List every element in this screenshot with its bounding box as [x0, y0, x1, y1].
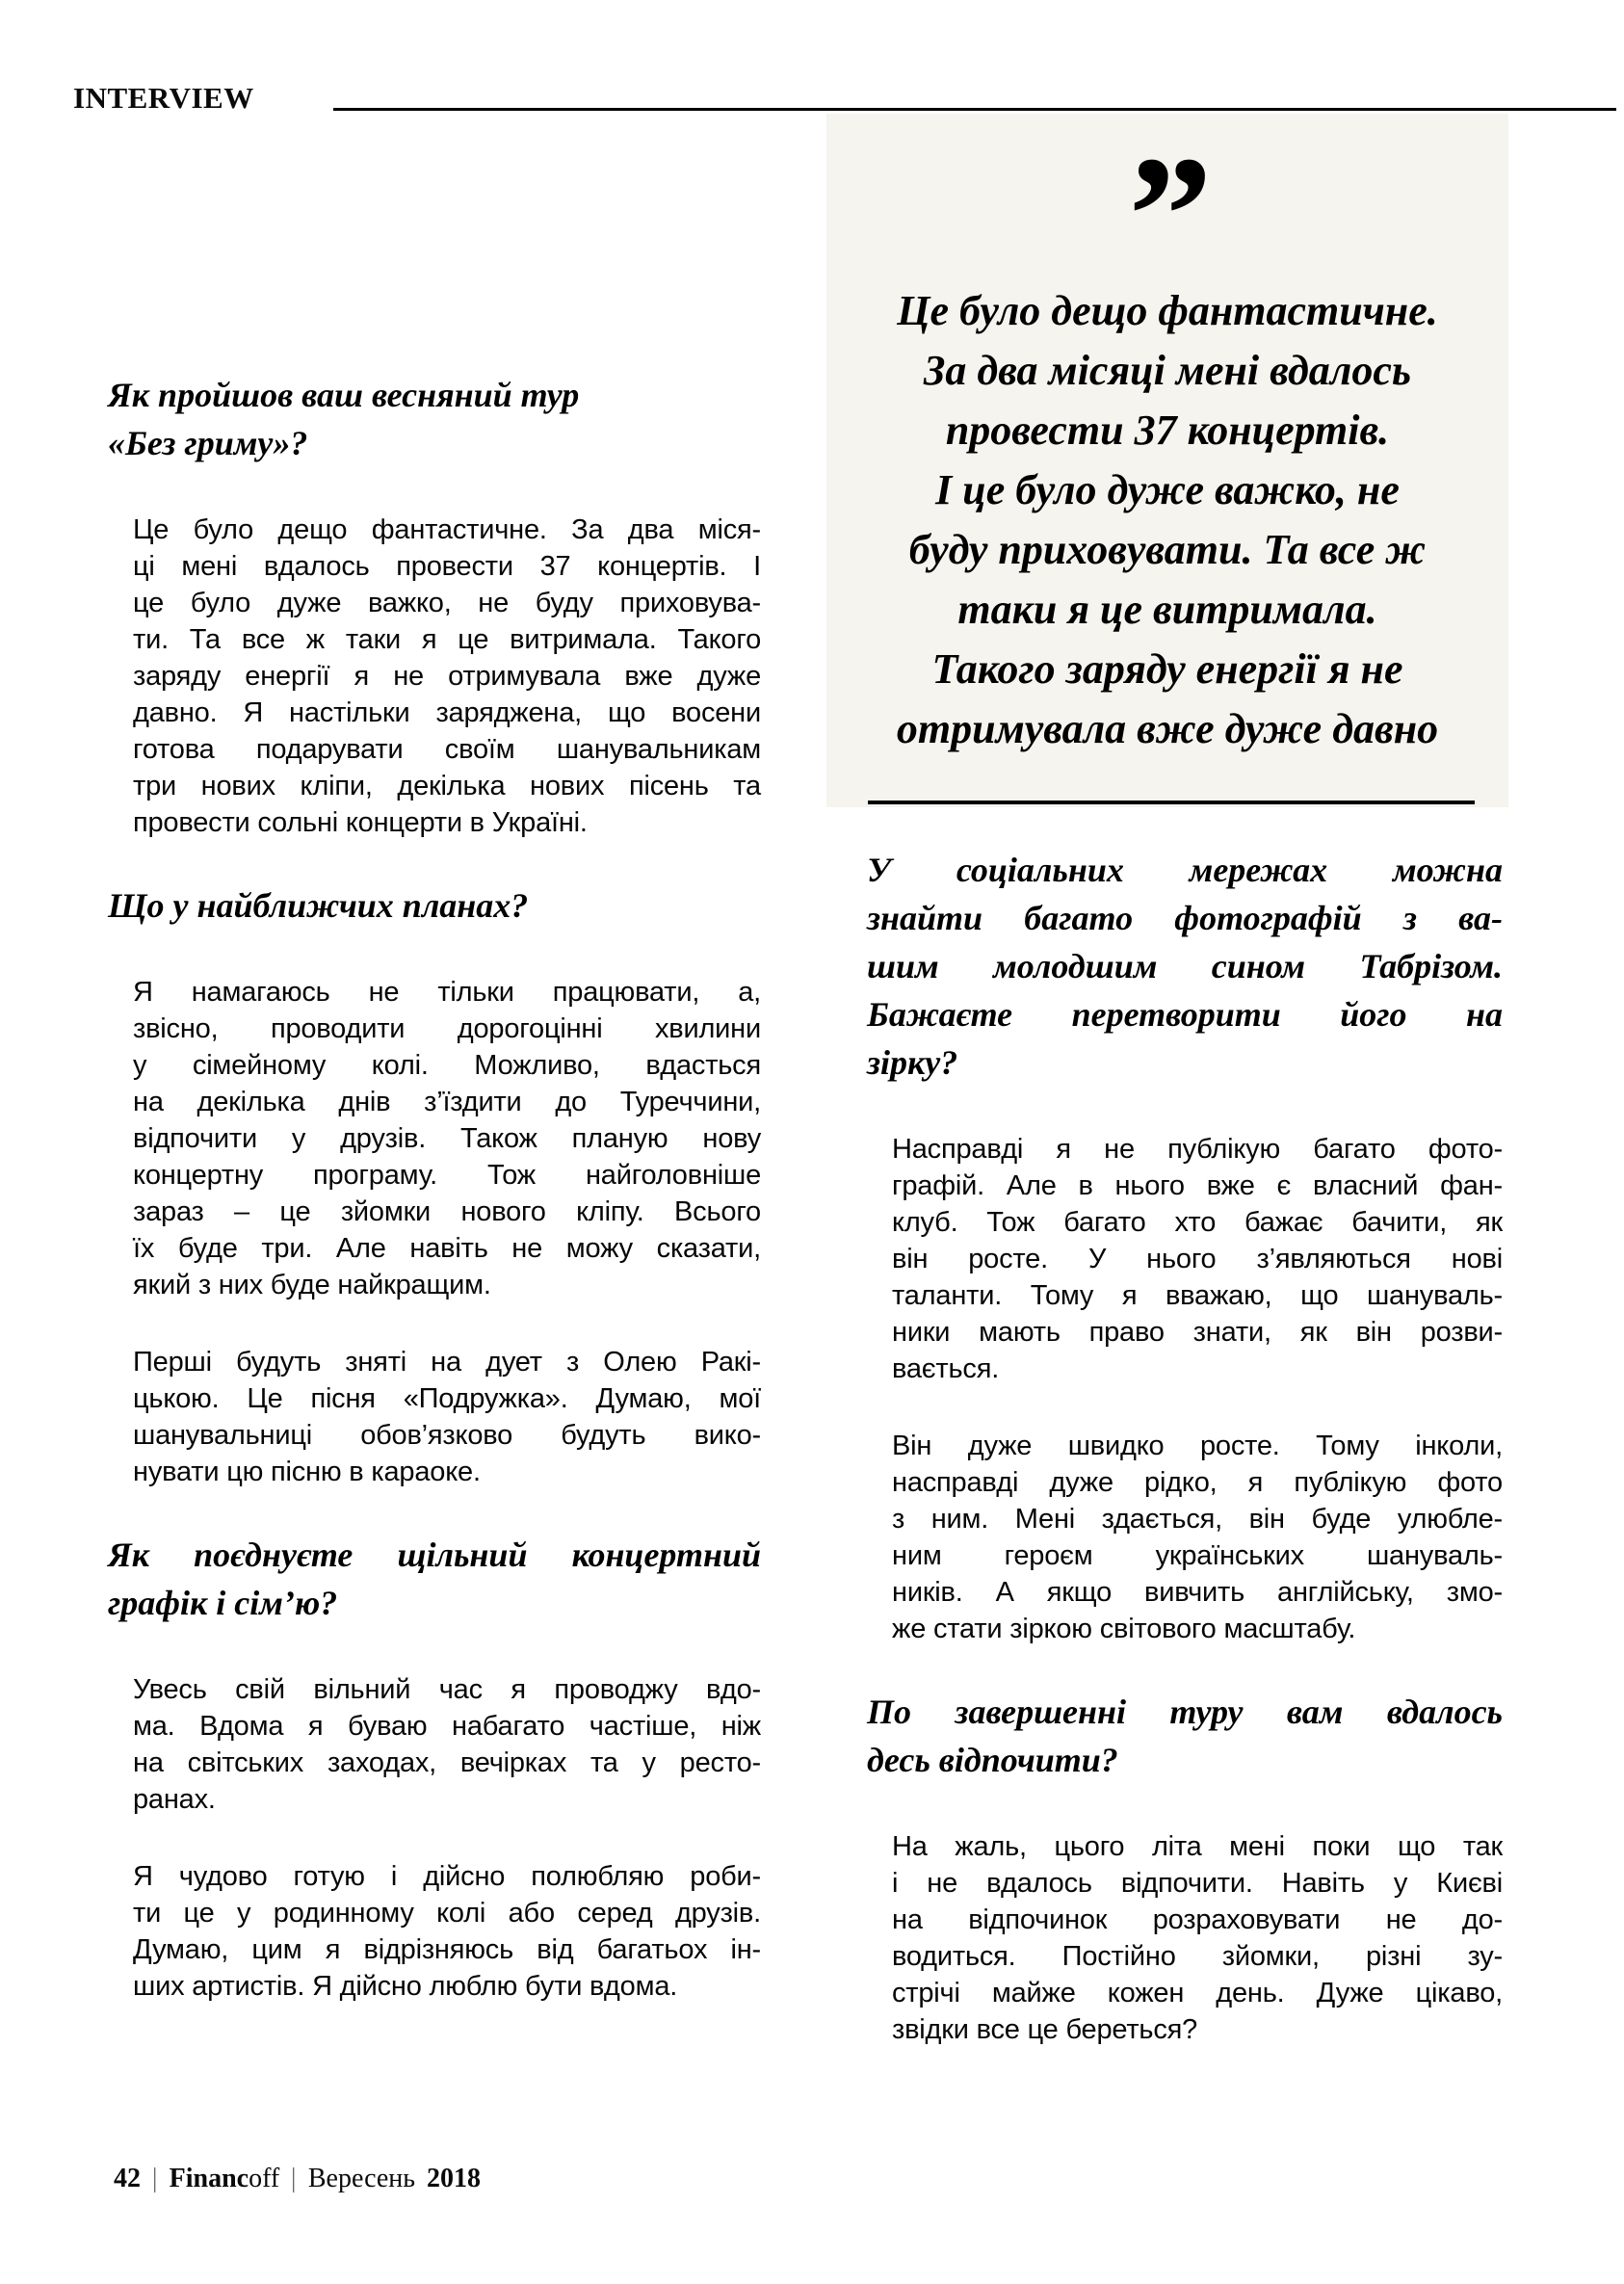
interview-question	[867, 1688, 1503, 1784]
text-line: Як поєднуєте щільний концертний	[108, 1536, 761, 1574]
text-line: на відпочинок розраховувати не до-	[892, 1904, 1503, 1935]
text-line: ним героєм українських шануваль-	[892, 1540, 1503, 1571]
text-line: який з них буде найкращим.	[133, 1270, 491, 1300]
text-line: Бажаєте перетворити його на	[867, 995, 1503, 1034]
text-line: на декілька днів з’їздити до Туреччини,	[133, 1087, 761, 1117]
header-rule	[333, 108, 1616, 111]
text-line: ти це у родинному колі або серед друзів.	[133, 1898, 761, 1929]
answer-paragraph	[133, 1344, 761, 1490]
answer-paragraph	[892, 1828, 1503, 2048]
page-number: 42	[114, 2164, 141, 2193]
text-line: давно. Я настільки заряджена, що восени	[133, 697, 761, 728]
text-line: водиться. Постійно зйомки, різні зу-	[892, 1941, 1503, 1972]
text-line: готова подарувати своїм шанувальникам	[133, 734, 761, 765]
text-line: знайти багато фотографій з ва-	[867, 899, 1503, 937]
answer-paragraph	[133, 974, 761, 1303]
text-line: відпочити у друзів. Також планую нову	[133, 1123, 761, 1154]
text-line: графій. Але в нього вже є власний фан-	[892, 1170, 1503, 1201]
answer-paragraph	[133, 1671, 761, 1818]
text-line: концертну програму. Тож найголовніше	[133, 1160, 761, 1191]
answer-paragraph	[133, 1858, 761, 2005]
quote-line: Такого заряду енергії я не	[931, 645, 1403, 693]
text-line: стрічі майже кожен день. Дуже цікаво,	[892, 1978, 1503, 2008]
text-line: з ним. Мені здається, він буде улюбле-	[892, 1504, 1503, 1535]
text-line: звісно, проводити дорогоцінні хвилини	[133, 1013, 761, 1044]
section-title: INTERVIEW	[73, 81, 254, 115]
text-line: Я чудово готую і дійсно полюбляю роби-	[133, 1861, 761, 1892]
quote-mark-icon: ”	[1128, 121, 1207, 308]
text-line: ники мають право знати, як він розви-	[892, 1317, 1503, 1348]
text-line: це було дуже важко, не буду приховува-	[133, 588, 761, 618]
text-line: звідки все це береться?	[892, 2014, 1198, 2045]
text-line: же стати зіркою світового масштабу.	[892, 1614, 1356, 1644]
text-line: ти. Та все ж таки я це витримала. Такого	[133, 624, 761, 655]
interview-question	[108, 1531, 761, 1627]
text-line: він росте. У нього з’являються нові	[892, 1244, 1503, 1274]
text-line: Він дуже швидко росте. Тому інколи,	[892, 1431, 1503, 1461]
magazine-brand	[170, 2164, 280, 2194]
text-line: десь відпочити?	[867, 1741, 1118, 1779]
text-line: клуб. Тож багато хто бажає бачити, як	[892, 1207, 1503, 1238]
footer-separator: |	[292, 2164, 296, 2193]
text-line: зірку?	[867, 1043, 958, 1082]
interview-question	[108, 881, 761, 930]
brand-regular-part: off	[249, 2164, 280, 2193]
footer-separator: |	[153, 2164, 157, 2193]
text-line: У соціальних мережах можна	[867, 851, 1503, 889]
issue-month: Вересень	[307, 2164, 416, 2193]
left-column	[108, 371, 761, 2005]
pull-quote-text	[826, 281, 1508, 759]
quote-line: провести 37 концертів.	[945, 407, 1390, 454]
pull-quote-box	[826, 114, 1508, 807]
quote-line: отримувала вже дуже давно	[896, 705, 1439, 752]
text-line: Увесь свій вільний час я проводжу вдо-	[133, 1674, 761, 1705]
answer-paragraph	[892, 1131, 1503, 1387]
text-line: ма. Вдома я буваю набагато частіше, ніж	[133, 1711, 761, 1742]
text-line: три нових кліпи, декілька нових пісень та	[133, 771, 761, 801]
text-line: Як пройшов ваш весняний тур	[108, 376, 580, 414]
text-line: Що у найближчих планах?	[108, 886, 529, 925]
quote-underline	[868, 801, 1475, 804]
page-footer	[114, 2164, 481, 2194]
text-line: нувати цю пісню в караоке.	[133, 1457, 481, 1487]
brand-bold-part: Financ	[169, 2164, 249, 2193]
text-line: вається.	[892, 1353, 1000, 1384]
text-line: заряду енергії я не отримувала вже дуже	[133, 661, 761, 692]
quote-line: таки я це витримала.	[957, 586, 1377, 633]
text-line: таланти. Тому я вважаю, що шануваль-	[892, 1280, 1503, 1311]
text-line: Перші будуть зняті на дует з Олею Ракі-	[133, 1347, 761, 1378]
text-line: По завершенні туру вам вдалось	[867, 1693, 1503, 1731]
text-line: ці мені вдалось провести 37 концертів. І	[133, 551, 761, 582]
text-line: графік і сім’ю?	[108, 1584, 338, 1622]
text-line: шанувальниці обов’язково будуть вико-	[133, 1420, 761, 1451]
text-line: на світських заходах, вечірках та у ресто-	[133, 1747, 761, 1778]
text-line: Думаю, цим я відрізняюсь від багатьох ін-	[133, 1934, 761, 1965]
text-line: Це було дещо фантастичне. За два міся-	[133, 514, 761, 545]
text-line: насправді дуже рідко, я публікую фото	[892, 1467, 1503, 1498]
text-line: На жаль, цього літа мені поки що так	[892, 1831, 1503, 1862]
interview-question	[108, 371, 761, 467]
text-line: ранах.	[133, 1784, 216, 1815]
text-line: цькою. Це пісня «Подружка». Думаю, мої	[133, 1383, 761, 1414]
text-line: у сімейному колі. Можливо, вдасться	[133, 1050, 761, 1081]
answer-paragraph	[892, 1428, 1503, 1647]
answer-paragraph	[133, 512, 761, 841]
text-line: Насправді я не публікую багато фото-	[892, 1134, 1503, 1165]
quote-line: За два місяці мені вдалось	[923, 347, 1412, 394]
text-line: зараз – це зйомки нового кліпу. Всього	[133, 1196, 761, 1227]
right-column	[867, 846, 1503, 2048]
interview-question	[867, 846, 1503, 1087]
text-line: провести сольні концерти в Україні.	[133, 807, 588, 838]
text-line: Я намагаюсь не тільки працювати, а,	[133, 977, 761, 1008]
text-line: ників. А якщо вивчить англійську, змо-	[892, 1577, 1503, 1608]
text-line: ших артистів. Я дійсно люблю бути вдома.	[133, 1971, 678, 2002]
quote-line: І це було дуже важко, не	[935, 466, 1400, 513]
text-line: шим молодшим сином Табрізом.	[867, 947, 1503, 985]
quote-line: Це було дещо фантастичне.	[897, 287, 1438, 334]
text-line: і не вдалось відпочити. Навіть у Києві	[892, 1868, 1503, 1899]
quote-line: буду приховувати. Та все ж	[908, 526, 1427, 573]
issue-year: 2018	[427, 2164, 482, 2193]
text-line: їх буде три. Але навіть не можу сказати,	[133, 1233, 761, 1264]
text-line: «Без гриму»?	[108, 424, 308, 462]
